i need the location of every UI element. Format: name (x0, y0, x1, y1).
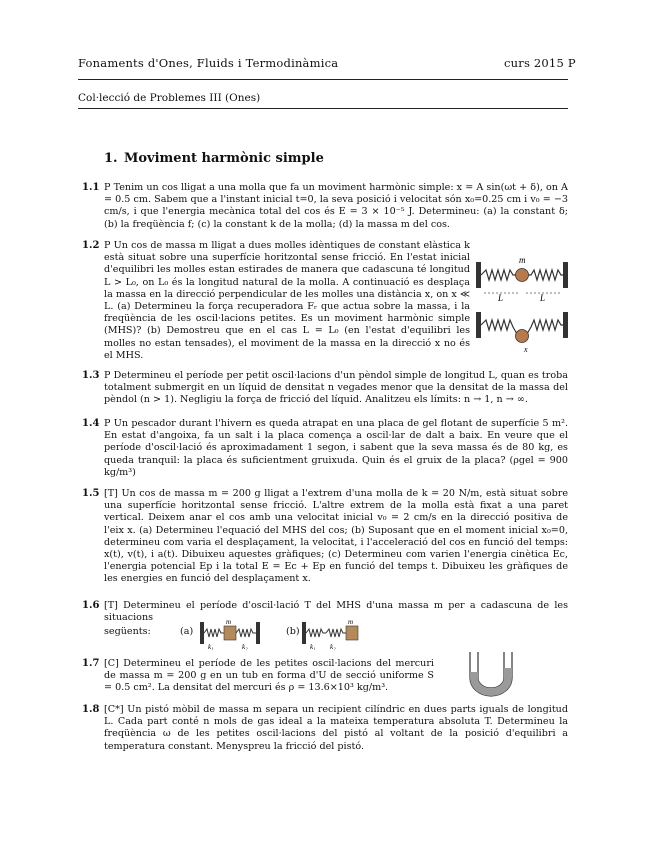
wall-b-left (302, 622, 306, 644)
problem-text: P Un pescador durant l'hivern es queda atrapat en una placa de gel flotant de superfície 5 m². En estat d'angoixa, fa un salt i la placa comença a oscil·lar de dalt a baix. En veure que el període d'oscil·lació és aproximadament 1 segon, i sabent que la seva massa és de 80 kg, es queda tranquil: la placa és suficientment gruixuda. Quin és el gruix de la placa? (ρgel = 900 kg/m³) (104, 418, 568, 478)
problem-text: [T] Un cos de massa m = 200 g lligat a l'extrem d'una molla de k = 20 N/m, està situat sobre una superfície horitzontal sense fricció. L'altre extrem de la molla està fixat a una paret vertical. Deixem anar el cos amb una velocitat inicial v₀ = 2 cm/s en la direcció positiva de l'eix x. (a) Determineu l'equació del MHS del cos; (b) Suposant que en el moment inicial x₀=0, determineu com varia el desplaçament, la velocitat, i l'acceleració del cos en funció del temps: x(t), v(t), i a(t). Dibuixeu aquestes gràfiques; (c) Determineu com varien l'energia cinètica Ec, l'energia potencial Ep i la total E = Ec + Ep en funció del temps t. Dibuixeu les gràfiques de les energies en funció del desplaçament x. (104, 488, 568, 585)
header-rule (78, 79, 568, 80)
series-springs-figure-b (300, 616, 366, 650)
mass-label-a: m (226, 618, 232, 626)
problem-text: [C*] Un pistó mòbil de massa m separa un recipient cilíndric en dues parts iguals de longitud L. Cada part conté n mols de gas ideal a la mateixa temperatura absoluta T. Determineu la freqüència ω de les petites oscil·lacions del pistó al voltant de la posició d'equilibri a temperatura constant. Menyspreu la fricció del pistó. (104, 704, 568, 752)
section-title: Moviment harmònic simple (124, 151, 324, 166)
u-tube-inner (478, 652, 504, 688)
wall-a-right (256, 622, 260, 644)
left-wall (476, 262, 481, 288)
length-label-right: L (540, 293, 546, 303)
problem-number: 1.7 (82, 658, 100, 669)
length-label-left: L (498, 293, 504, 303)
mass-ball-top (516, 269, 529, 282)
mass-ball-bottom (516, 330, 529, 343)
wall-a-left (200, 622, 204, 644)
spring-k1-b (306, 629, 326, 637)
course-year: curs 2015 P (504, 56, 576, 70)
disp-label: x (524, 345, 528, 354)
mass-block-a (224, 626, 236, 640)
problem-number: 1.5 (82, 488, 100, 499)
mercury-fill (470, 668, 512, 696)
series-springs-figure-a (198, 616, 264, 650)
left-spring-top (481, 270, 516, 280)
right-spring-top (528, 270, 563, 280)
mass-block-b (346, 626, 358, 640)
problem-text: P Determineu el període per petit oscil·lacions d'un pèndol simple de longitud L, quan es troba totalment submergit en un líquid de densitat n vegades menor que la densitat de la massa del pèndol (n > 1). Negligiu la força de fricció del líquid. Analitzeu els límits: n → 1, n → ∞. (104, 370, 568, 406)
right-wall (563, 262, 568, 288)
left-spring-bottom (481, 320, 517, 334)
problem-number: 1.3 (82, 370, 100, 381)
case-a-label: (a) (180, 626, 194, 637)
k1-label-b: k₁ (310, 643, 316, 650)
case-b-label: (b) (286, 626, 300, 637)
problem-number: 1.1 (82, 182, 100, 193)
left-wall-2 (476, 312, 481, 338)
problem-number: 1.2 (82, 240, 100, 251)
problem-text: [T] Determineu el període d'oscil·lació T del MHS d'una massa m per a cadascuna de les situacions (104, 600, 568, 624)
collection-title: Col·lecció de Problemes III (Ones) (78, 92, 261, 104)
mass-label-b: m (348, 618, 354, 626)
spring-k2-a (236, 629, 256, 637)
spring-k1-a (204, 629, 224, 637)
two-springs-figure (474, 248, 570, 358)
mass-label-icon-text: m (519, 255, 526, 265)
u-tube-figure (466, 650, 516, 698)
right-spring-bottom (527, 320, 563, 334)
spring-k2-b (326, 629, 346, 637)
problem-number: 1.6 (82, 600, 100, 611)
section-number: 1. (104, 151, 118, 166)
problem-text: P Un cos de massa m lligat a dues molles idèntiques de constant elàstica k està situat sobre una superfície horitzontal sense fricció. En l'estat inicial d'equilibri les molles estan estirades de manera que cadascuna té longitud L > L₀, on L₀ és la longitud natural de la molla. A continuació es desplaça la massa en la direcció perpendicular de les molles una distància x, on x ≪ L. (a) Determineu la força recuperadora Fᵣ que actua sobre la massa, i la freqüència de les oscil·lacions petites. Es un moviment harmònic simple (MHS)? (b) Demostreu que en el cas L = L₀ (en l'estat d'equilibri les molles no estan tensades), el moviment de la massa en la direcció x no és el MHS. (104, 240, 470, 361)
subheader-rule (78, 108, 568, 109)
k2-label-b: k₂ (330, 643, 336, 650)
problem-text: [C] Determineu el període de les petites oscil·lacions del mercuri de massa m = 200 g en un tub en forma d'U de secció uniforme S = 0.5 cm². La densitat del mercuri és ρ = 13.6×10³ kg/m³. (104, 658, 434, 694)
course-title: Fonaments d'Ones, Fluids i Termodinàmica (78, 56, 339, 70)
problem-number: 1.4 (82, 418, 100, 429)
k1-label-a: k₁ (208, 643, 214, 650)
problem-text: P Tenim un cos lligat a una molla que fa un moviment harmònic simple: x = A sin(ωt + δ), on A = 0.5 cm. Sabem que a l'instant inicial t=0, la seva posició i velocitat són x₀=0.25 cm i v₀ = −3 cm/s, i que l'energia mecànica total del cos és E = 3 × 10⁻⁵ J. Determineu: (a) la constant δ; (b) la freqüència f; (c) la constant k de la molla; (d) la massa m del cos. (104, 182, 568, 230)
problem-text-tail: següents: (104, 626, 151, 637)
k2-label-a: k₂ (242, 643, 248, 650)
problem-number: 1.8 (82, 704, 100, 715)
right-wall-2 (563, 312, 568, 338)
